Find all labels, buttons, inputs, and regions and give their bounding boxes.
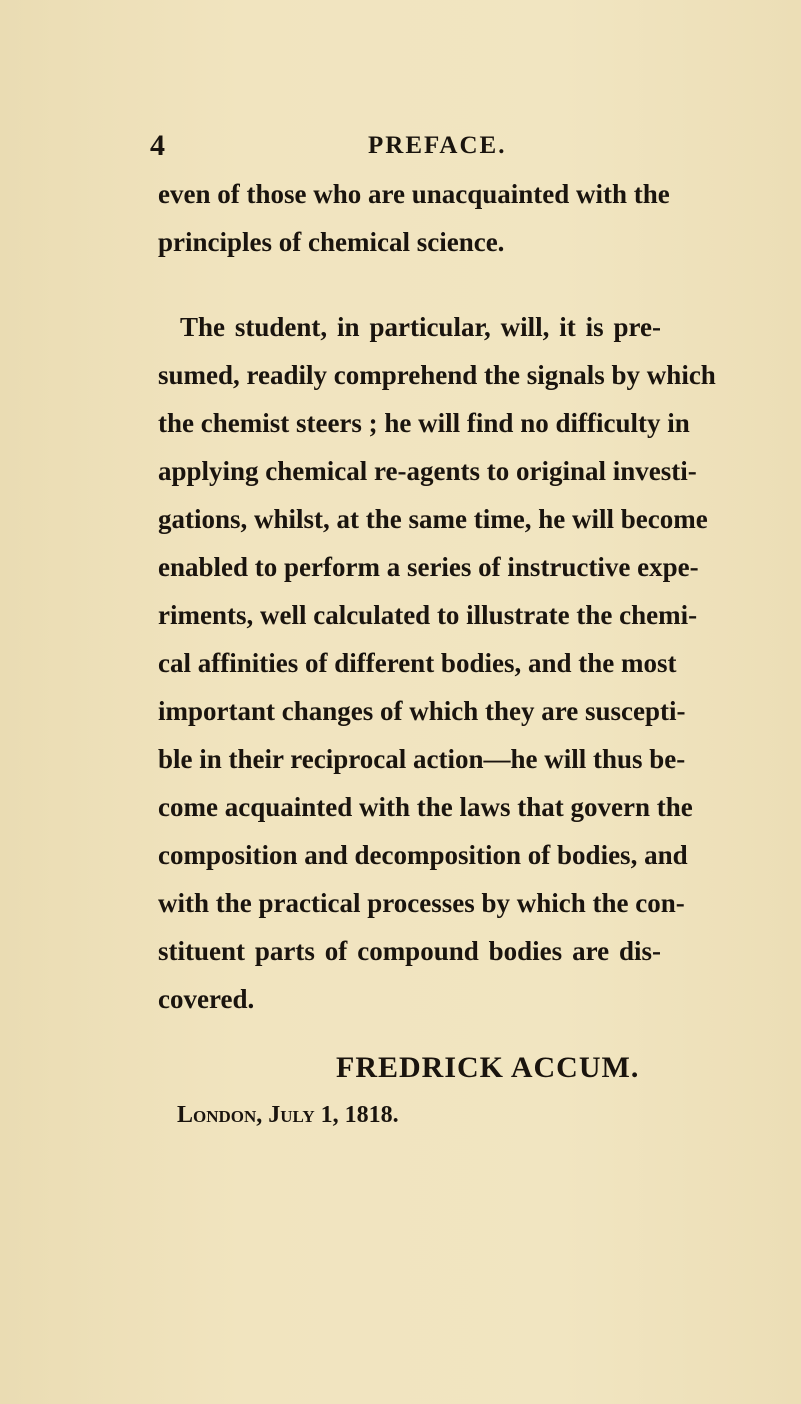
preface-text: [158, 170, 716, 1023]
page-number: 4: [150, 129, 165, 162]
text-line: the chemist steers ; he will find no difficulty in: [158, 408, 690, 438]
paragraph-2: [158, 303, 716, 1023]
running-head: PREFACE.: [368, 132, 507, 159]
text-line: gations, whilst, at the same time, he will become: [158, 504, 708, 534]
paragraph-1: [158, 170, 670, 266]
text-line: even of those who are unacquainted with the: [158, 179, 670, 209]
paragraph-gap: [158, 266, 661, 303]
text-line: applying chemical re-agents to original investi-: [158, 456, 697, 486]
text-line: with the practical processes by which the con-: [158, 888, 685, 918]
text-line: covered.: [158, 984, 255, 1014]
dateline: London, July 1, 1818.: [177, 1102, 399, 1128]
text-line: sumed, readily comprehend the signals by which: [158, 360, 716, 390]
author-signature: FREDRICK ACCUM.: [336, 1051, 640, 1084]
text-line: principles of chemical science.: [158, 227, 505, 257]
text-line: come acquainted with the laws that govern the: [158, 792, 693, 822]
text-line: enabled to perform a series of instructive expe-: [158, 552, 699, 582]
text-line: The student, in particular, will, it is pre-: [180, 312, 661, 342]
page-header: [0, 126, 801, 166]
text-line: riments, well calculated to illustrate the chemi-: [158, 600, 698, 630]
text-line: stituent parts of compound bodies are dis-: [158, 936, 661, 966]
text-line: composition and decomposition of bodies, and: [158, 840, 688, 870]
text-line: important changes of which they are suscepti-: [158, 696, 686, 726]
text-line: cal affinities of different bodies, and the most: [158, 648, 677, 678]
text-line: ble in their reciprocal action—he will thus be-: [158, 744, 686, 774]
